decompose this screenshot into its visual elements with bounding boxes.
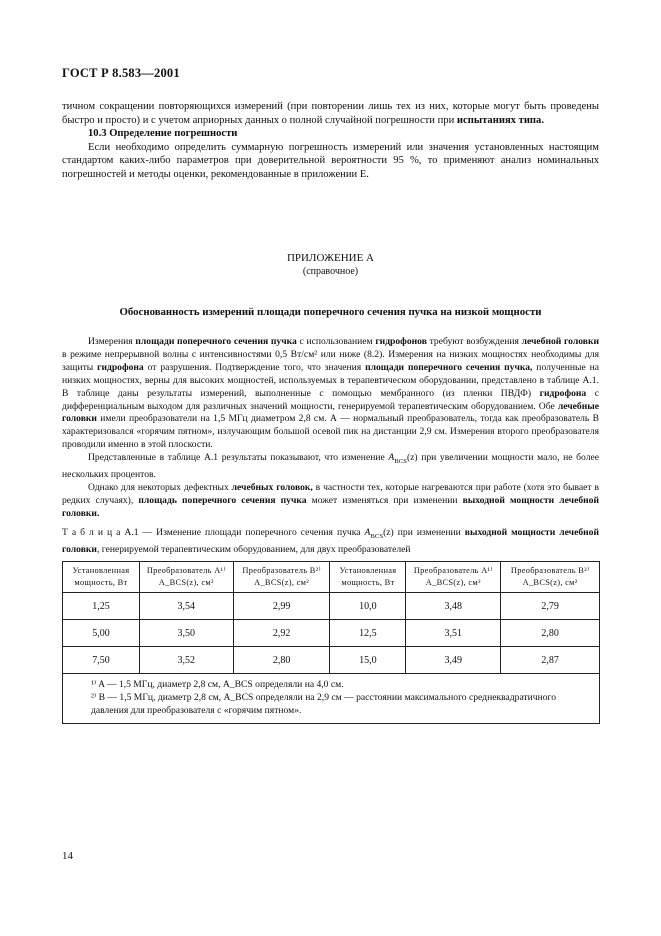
table-row (63, 647, 600, 674)
table-notes-row (63, 674, 600, 724)
table-cell: 3,52 (139, 647, 233, 674)
header-transducer-a-2: Преобразователь A¹⁾ A_BCS(z), см² (406, 562, 501, 593)
table-cell: 5,00 (63, 620, 140, 647)
table-cell: 12,5 (330, 620, 406, 647)
table-cell: 3,51 (406, 620, 501, 647)
table-notes (63, 674, 600, 724)
table-cell: 2,92 (233, 620, 330, 647)
table-note-1: ¹⁾ A — 1,5 МГц, диаметр 2,8 см, A_BCS определяли на 4,0 см. (91, 679, 344, 690)
appendix-subtitle: (справочное) (302, 266, 359, 277)
standard-header: ГОСТ Р 8.583—2001 (62, 66, 180, 80)
table-cell: 1,25 (63, 593, 140, 620)
table-cell: 3,49 (406, 647, 501, 674)
page-number: 14 (62, 850, 73, 862)
table-cell: 2,80 (233, 647, 330, 674)
appendix-title: ПРИЛОЖЕНИЕ А (286, 252, 374, 264)
intro-section (62, 100, 599, 182)
table-cell: 3,50 (139, 620, 233, 647)
table-cell: 2,79 (501, 593, 600, 620)
appendix-heading: Обоснованность измерений площади поперечного сечения пучка на низкой мощности (119, 306, 542, 318)
table-row (63, 593, 600, 620)
table-cell: 7,50 (63, 647, 140, 674)
header-transducer-b-2: Преобразователь B²⁾ A_BCS(z), см² (501, 562, 600, 593)
paragraph-2: Представленные в таблице А.1 результаты показывают, что изменение $A_{BCS}(z)$ при увеличении мощности мало, не более нескольких процентов. (62, 452, 599, 480)
header-transducer-b-1: Преобразователь B²⁾ A_BCS(z), см² (233, 562, 330, 593)
intro-paragraph: тичном сокращении повторяющихся измерений (при повторении лишь тех из них, которые могут быть проведены быстро и просто) и с учетом априорных данных о полной случайной погрешности при испытаниях типа. (62, 101, 599, 126)
table-header-row (63, 562, 600, 593)
table-caption: Т а б л и ц а А.1 — Изменение площади поперечного сечения пучка $A_{BCS}(z)$ при изменении выходной мощности лечебной головки, генерируемой терапевтическим оборудованием, для двух преобразователей (62, 527, 599, 555)
header-power-2: Установленная мощность, Вт (330, 562, 406, 593)
table-cell: 3,48 (406, 593, 501, 620)
table-cell: 10,0 (330, 593, 406, 620)
intro-paragraph-2: Если необходимо определить суммарную погрешность измерений или значения установленных настоящим стандартом каких-либо параметров при доверительной вероятности 95 %, то применяют анализ номинальных погрешностей и методы оценки, рекомендованные в приложении Е. (62, 141, 599, 180)
paragraph-1: Измерения площади поперечного сечения пучка с использованием гидрофонов требуют возбуждения лечебной головки в режиме непрерывной волны с интенсивностями 0,5 Вт/см² или ниже (8.2). Измерения на низких мощностях необходимы для защиты гидрофона от разрушения. Подтверждение того, что значения площади поперечного сечения пучка, полученные на низких мощностях, верны для высоких мощностей, используемых в терапевтическом оборудовании, представлено в таблице А.1. В таблице даны результаты измерений, выполненные с помощью мембранного (из пленки ПВДФ) гидрофона с дифференциальным выходом для различных значений мощности, генерируемой терапевтическим оборудованием. Обе лечебные головки имели преобразователи на 1,5 МГц диаметром 2,8 см. А — нормальный преобразователь, тогда как преобразователь В характеризовался «горячим пятном», излучающим большой осевой пик на дистанции 2,9 см. Измерения второго преобразователя проводили именно в этой плоскости. (62, 336, 600, 451)
paragraph-3: Однако для некоторых дефектных лечебных головок, в частности тех, которые нагреваются при работе (хотя это бывает в редких случаях), площадь поперечного сечения пучка может изменяться при изменении выходной мощности лечебной головки. (62, 481, 599, 519)
appendix-body (62, 336, 599, 521)
header-power-1: Установленная мощность, Вт (63, 562, 140, 593)
table-note-2: ²⁾ B — 1,5 МГц, диаметр 2,8 см, A_BCS определяли на 2,9 см — расстоянии максимального среднеквадратичного давления для преобразователя с «горячим пятном». (91, 692, 557, 716)
data-table (62, 561, 600, 724)
header-transducer-a-1: Преобразователь A¹⁾ A_BCS(z), см² (139, 562, 233, 593)
table-cell: 3,54 (139, 593, 233, 620)
table-cell: 15,0 (330, 647, 406, 674)
table-cell: 2,80 (501, 620, 600, 647)
table-cell: 2,99 (233, 593, 330, 620)
table-cell: 2,87 (501, 647, 600, 674)
section-title: 10.3 Определение погрешности (88, 128, 238, 140)
table-row (63, 620, 600, 647)
